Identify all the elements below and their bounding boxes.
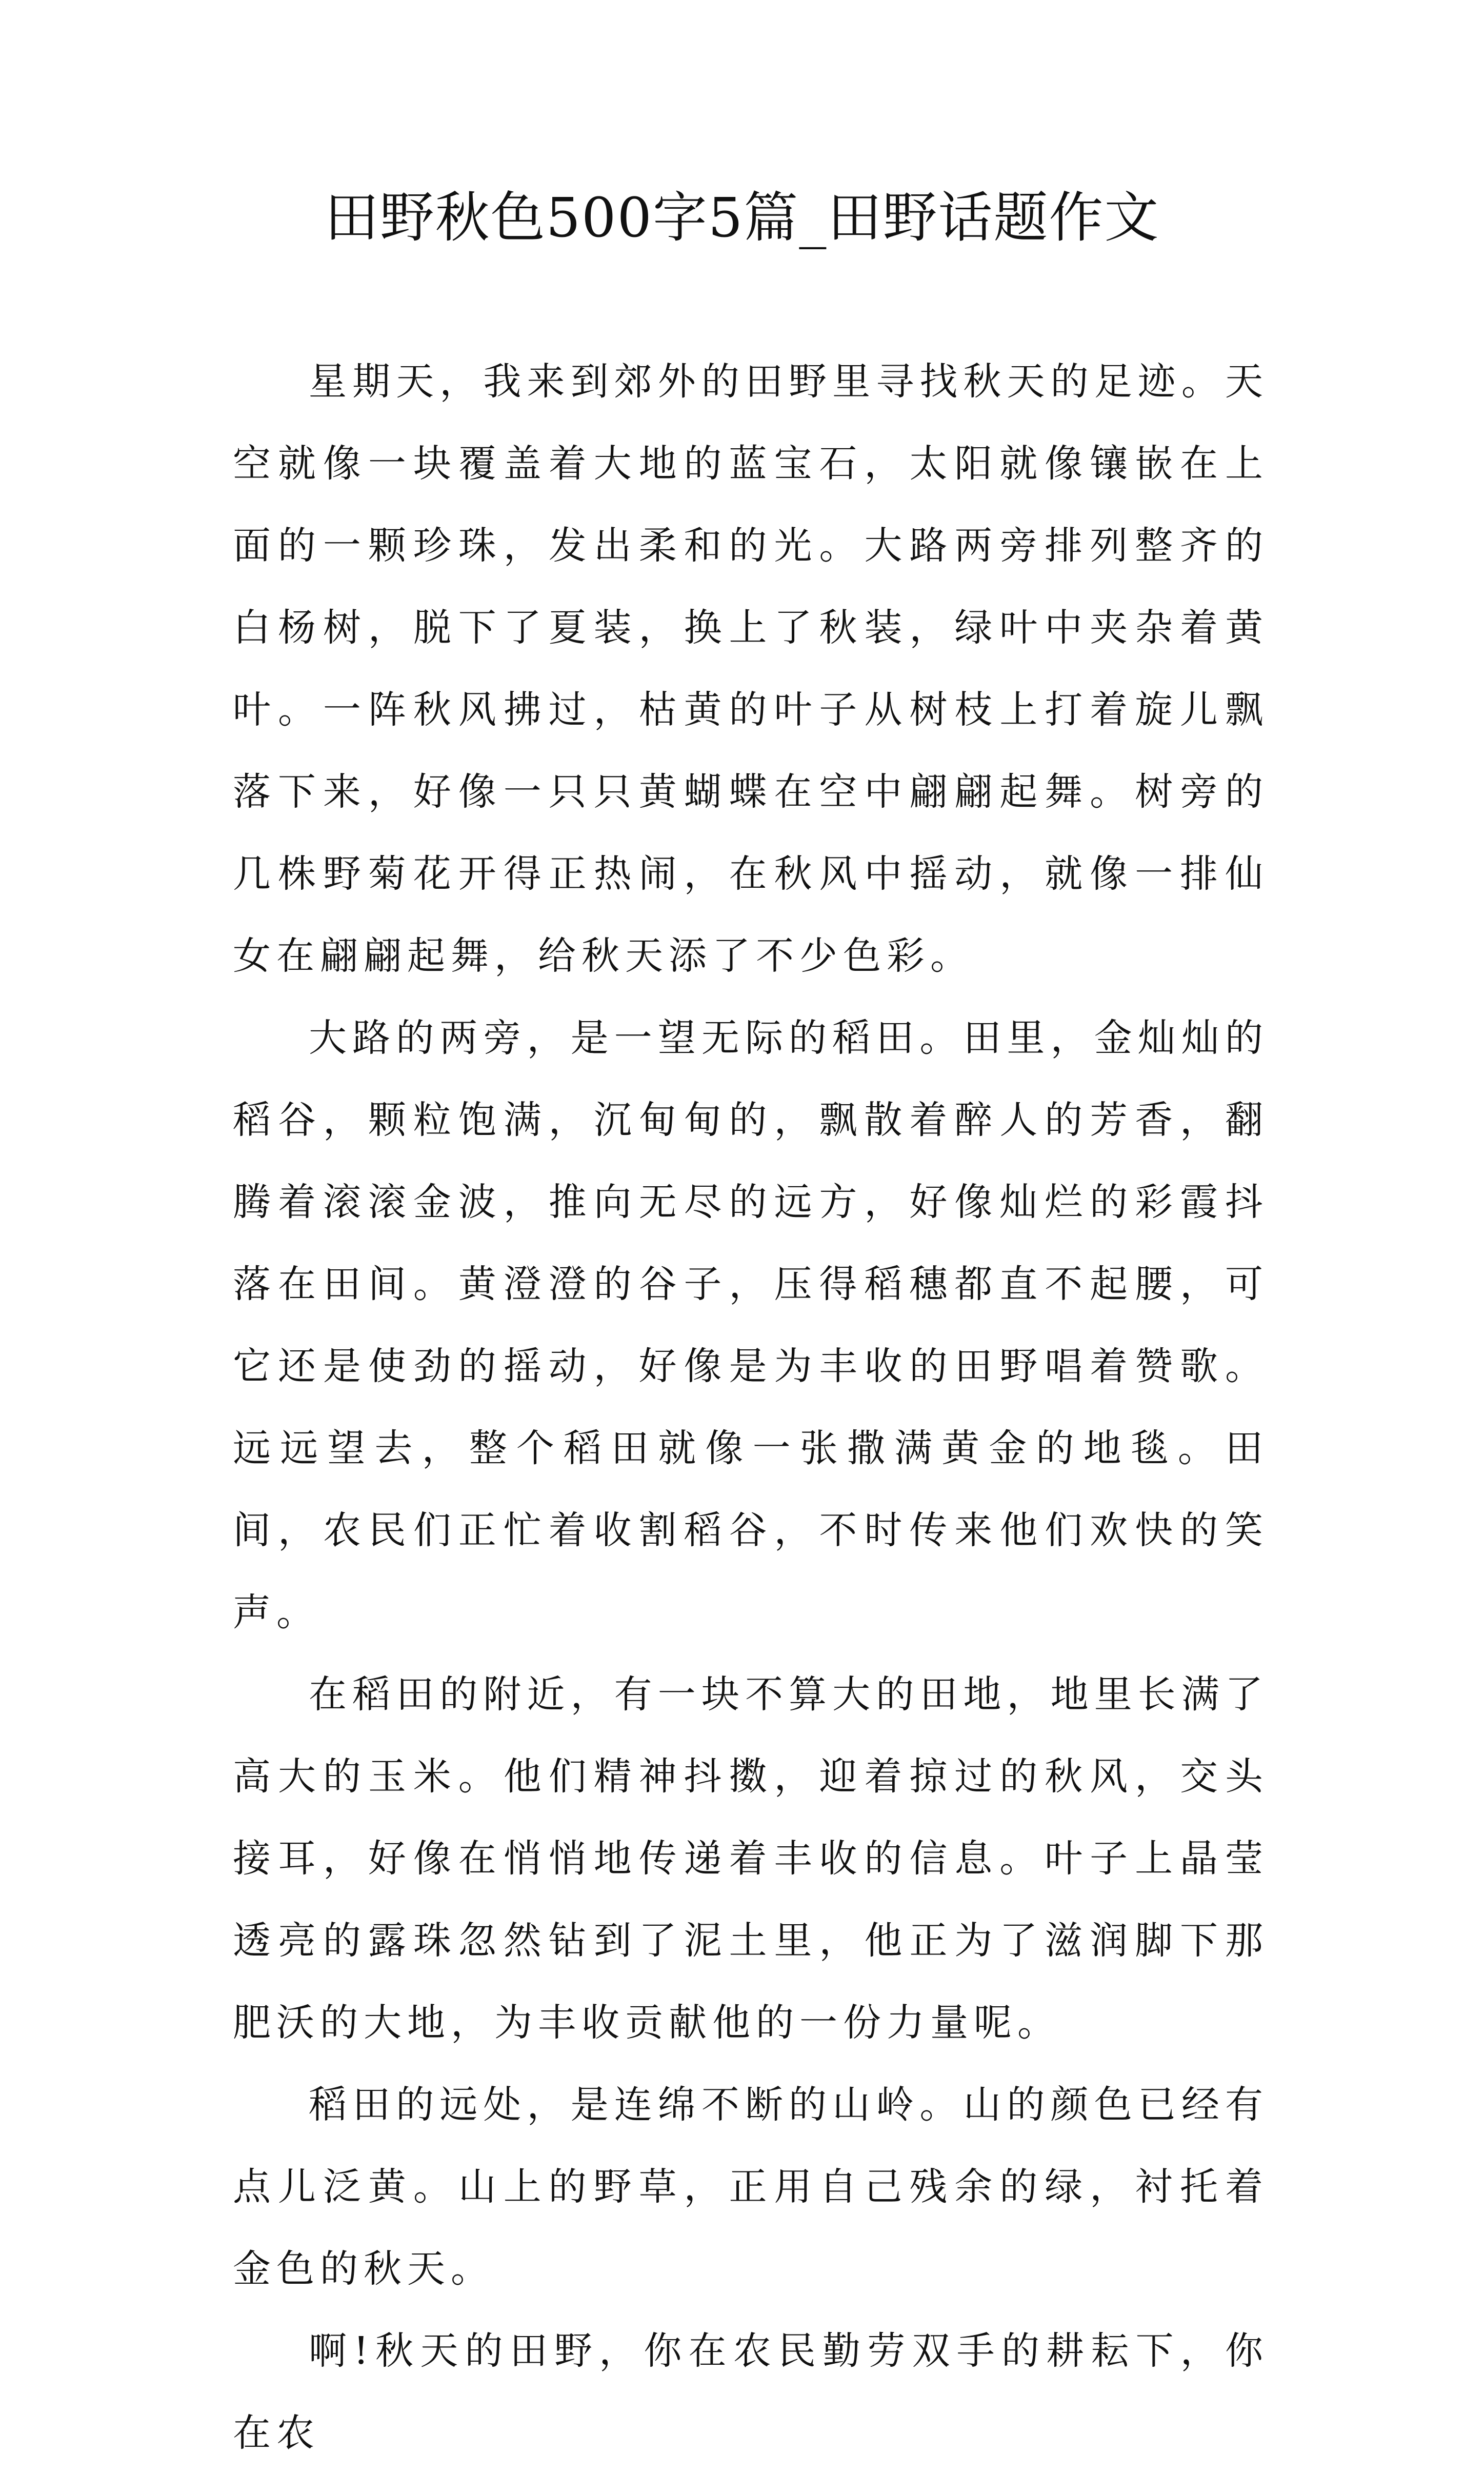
document-title: 田野秋色500字5篇_田野话题作文 [324, 186, 1160, 249]
paragraph-4: 稻田的远处，是连绵不断的山岭。山的颜色已经有点儿泛黄。山上的野草，正用自己残余的绿，衬托着金色的秋天。 [233, 2083, 1269, 2291]
paragraph-5: 啊!秋天的田野，你在农民勤劳双手的耕耘下，你在农 [233, 2329, 1269, 2455]
paragraph-2: 大路的两旁，是一望无际的稻田。田里，金灿灿的稻谷，颗粒饱满，沉甸甸的，飘散着醉人的芳香，翻腾着滚滚金波，推向无尽的远方，好像灿烂的彩霞抖落在田间。黄澄澄的谷子，压得稻穗都直不起腰，可它还是使劲的摇动，好像是为丰收的田野唱着赞歌。远远望去，整个稻田就像一张撒满黄金的地毯。田间，农民们正忙着收割稻谷，不时传来他们欢快的笑声。 [233, 1016, 1269, 1634]
paragraph-3: 在稻田的附近，有一块不算大的田地，地里长满了高大的玉米。他们精神抖擞，迎着掠过的秋风，交头接耳，好像在悄悄地传递着丰收的信息。叶子上晶莹透亮的露珠忽然钻到了泥土里，他正为了滋润脚下那肥沃的大地，为丰收贡献他的一份力量呢。 [233, 1672, 1269, 2045]
document-body [233, 341, 1269, 2474]
paragraph-1: 星期天，我来到郊外的田野里寻找秋天的足迹。天空就像一块覆盖着大地的蓝宝石，太阳就像镶嵌在上面的一颗珍珠，发出柔和的光。大路两旁排列整齐的白杨树，脱下了夏装，换上了秋装，绿叶中夹杂着黄叶。一阵秋风拂过，枯黄的叶子从树枝上打着旋儿飘落下来，好像一只只黄蝴蝶在空中翩翩起舞。树旁的几株野菊花开得正热闹，在秋风中摇动，就像一排仙女在翩翩起舞，给秋天添了不少色彩。 [233, 360, 1269, 978]
